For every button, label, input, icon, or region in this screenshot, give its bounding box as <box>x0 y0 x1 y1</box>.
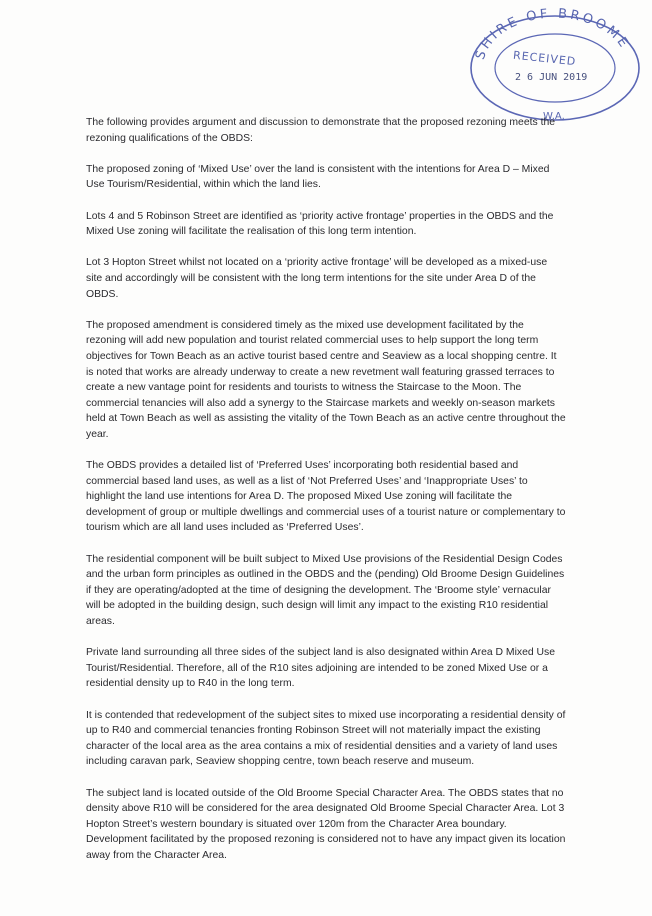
paragraph-special-character-area: The subject land is located outside of the Old Broome Special Character Area. The OBDS states that no density above R10 will be considered for the area designated Old Broome Special Character Area. Lot 3 Hopton Street’s western boundary is situated over 120m from the Character Area boundary. Development facilitated by the proposed rezoning is considered not to have any impact given its location away from the Character Area. <box>86 787 566 861</box>
stamp-date-text: 2 6 JUN 2019 <box>515 72 588 83</box>
paragraph-local-character: It is contended that redevelopment of the subject sites to mixed use incorporating a residential density of up to R40 and commercial tenancies fronting Robinson Street will not materially impact the existing character of the local area as the area contains a mix of residential densities and a variety of land uses including caravan park, Seaview shopping centre, town beach reserve and museum. <box>86 709 566 768</box>
document-body <box>86 115 566 879</box>
paragraph-intro: The following provides argument and discussion to demonstrate that the proposed rezoning meets the rezoning qualifications of the OBDS: <box>86 117 556 144</box>
paragraph-surrounding-land: Private land surrounding all three sides of the subject land is also designated within Area D Mixed Use Tourist/Residential. Therefore, all of the R10 sites adjoining are intended to be zoned Mixed Use or a residential density up to R40 in the long term. <box>86 647 555 690</box>
received-stamp <box>455 8 645 126</box>
paragraph-amendment-timing: The proposed amendment is considered timely as the mixed use development facilitated by the rezoning will add new population and tourist related commercial uses to help support the long term objectives for Town Beach as an active tourist based centre and Seaview as a local shopping centre. It is noted that works are already underway to create a new revetment wall featuring grassed terraces to create a new vantage point for residents and tourists to witness the Staircase to the Moon. The commercial tenancies will also add a synergy to the Staircase markets and weekly on-season markets held at Town Beach as well as assisting the vitality of the Town Beach as an active centre throughout the year. <box>86 319 566 440</box>
paragraph-hopton-street: Lot 3 Hopton Street whilst not located on a ‘priority active frontage’ will be developed as a mixed-use site and accordingly will be consistent with the long term intentions for the site under Area D of the OBDS. <box>86 257 548 300</box>
stamp-state-text: W.A. <box>543 111 565 122</box>
paragraph-preferred-uses: The OBDS provides a detailed list of ‘Preferred Uses’ incorporating both residential based and commercial based land uses, as well as a list of ‘Not Preferred Uses’ and ‘Inappropriate Uses’ to highlight the land use intentions for Area D. The proposed Mixed Use zoning will facilitate the development of group or multiple dwellings and commercial uses of a tourist nature or complementary to tourism which are all land uses included as ‘Preferred Uses’. <box>86 460 566 534</box>
stamp-received-text: RECEIVED <box>512 48 577 69</box>
paragraph-zoning: The proposed zoning of ‘Mixed Use’ over the land is consistent with the intentions for Area D – Mixed Use Tourism/Residential, within which the land lies. <box>86 163 550 191</box>
stamp-org-text: SHIRE OF BROOME <box>472 8 633 62</box>
paragraph-robinson-street: Lots 4 and 5 Robinson Street are identified as ‘priority active frontage’ properties in the OBDS and the Mixed Use zoning will facilitate the realisation of this long term intention. <box>86 210 554 238</box>
paragraph-residential-component: The residential component will be built subject to Mixed Use provisions of the Residential Design Codes and the urban form principles as outlined in the OBDS and the (pending) Old Broome Design Guidelines if they are operating/adopted at the time of designing the development. The ‘Broome style’ vernacular will be adopted in the building design, such design will limit any impact to the existing R10 residential areas. <box>86 553 565 627</box>
